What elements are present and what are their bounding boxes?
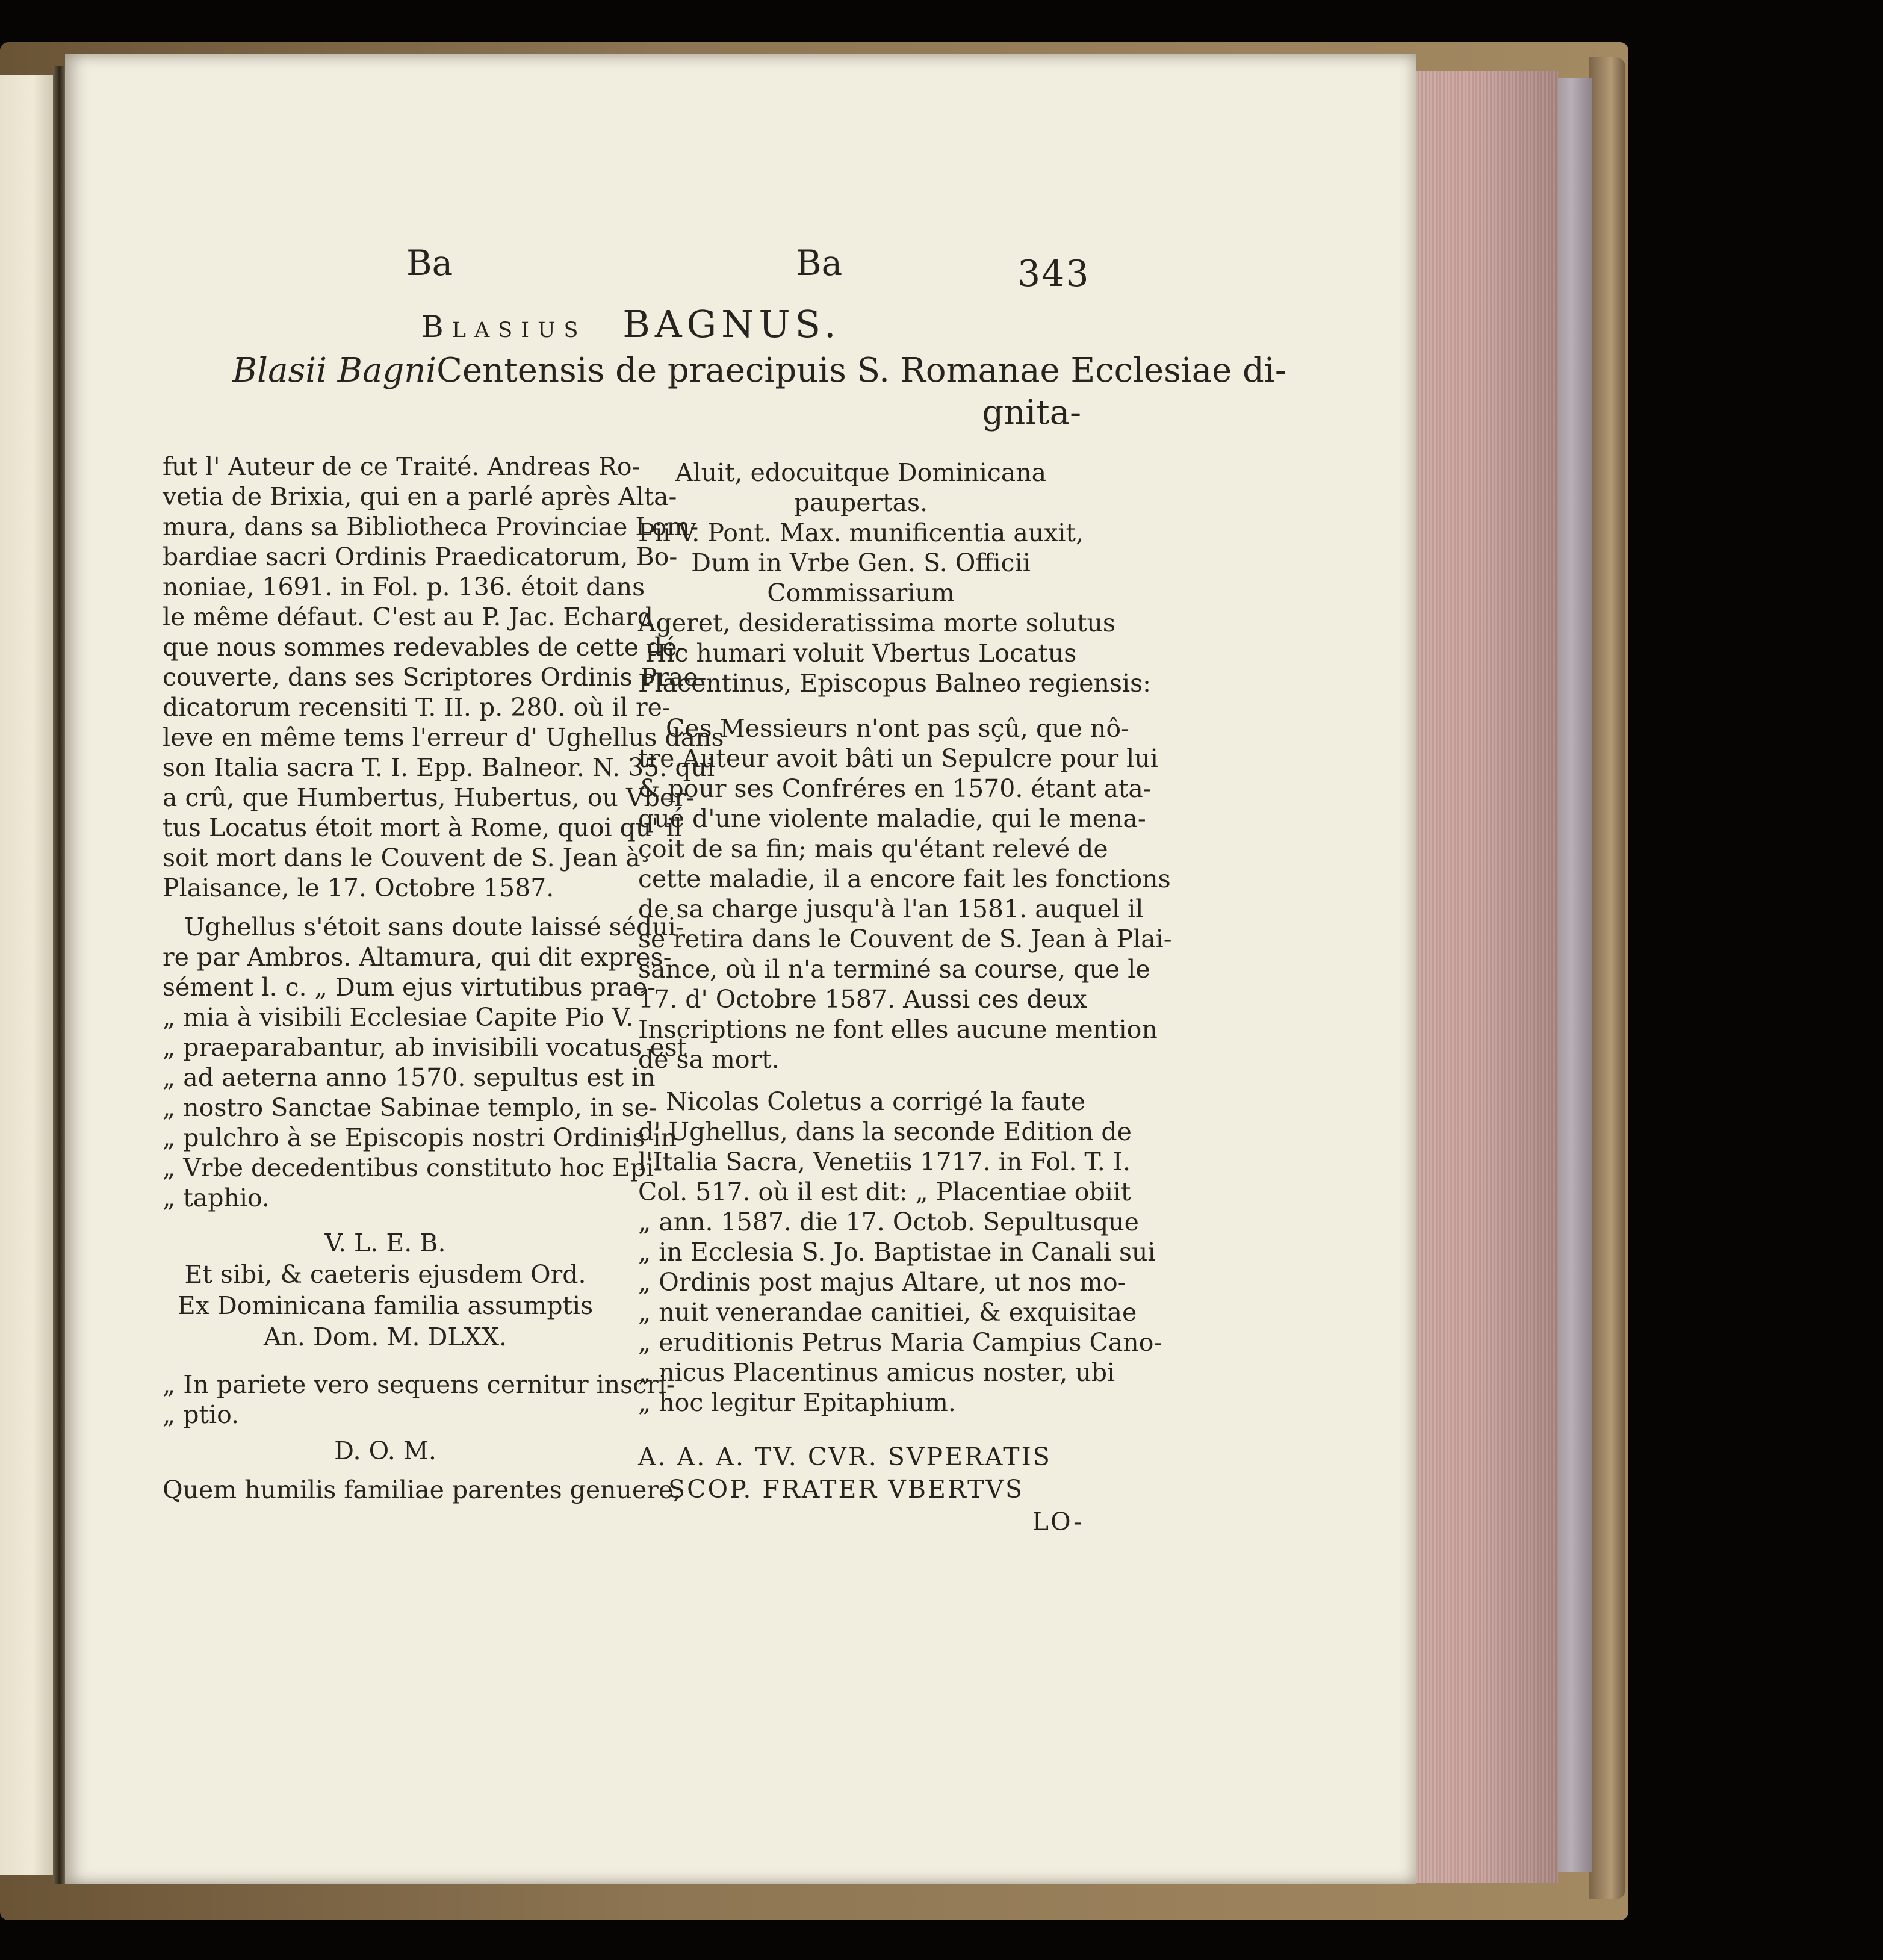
text-line: „ eruditionis Petrus Maria Campius Cano- [638, 1328, 1162, 1357]
inscription-line: Et sibi, & caeteris ejusdem Ord. [184, 1260, 586, 1289]
inscription-line: V. L. E. B. [324, 1229, 446, 1258]
text-line: se retira dans le Couvent de S. Jean à Plai- [638, 925, 1172, 954]
inscription-line: Placentinus, Episcopus Balneo regiensis: [638, 669, 1151, 698]
text-line: l'Italia Sacra, Venetiis 1717. in Fol. T. I. [638, 1147, 1131, 1176]
text-line: couverte, dans ses Scriptores Ordinis Prae- [163, 663, 707, 692]
text-line: qué d'une violente maladie, qui le mena- [638, 804, 1146, 833]
text-line: „ Vrbe decedentibus constituto hoc Epi- [163, 1153, 662, 1182]
text-line: d' Ughellus, dans la seconde Edition de [638, 1117, 1132, 1146]
inscription-3 [638, 1442, 1084, 1542]
text-line: „ hoc legitur Epitaphium. [638, 1388, 956, 1417]
text-line: tre Auteur avoit bâti un Sepulcre pour lui [638, 744, 1158, 773]
text-line: que nous sommes redevables de cette dé- [163, 633, 686, 662]
text-line: „ Ordinis post majus Altare, ut nos mo- [638, 1268, 1126, 1297]
book-gutter [53, 66, 66, 1884]
page-number: 343 [1017, 253, 1090, 295]
left-para-2 [163, 913, 687, 1216]
left-page-edge [0, 75, 54, 1875]
text-line: „ ptio. [163, 1400, 240, 1429]
text-line: a crû, que Humbertus, Hubertus, ou Vber- [163, 783, 695, 812]
inscription-line: Ageret, desideratissima morte solutus [638, 609, 1115, 637]
inscription-line: Pii V. Pont. Max. munificentia auxit, [638, 518, 1084, 547]
text-line: Ughellus s'étoit sans doute laissé sédui- [184, 913, 684, 941]
page-block-edges [1409, 71, 1558, 1883]
inscription-line: Hic humari voluit Vbertus Locatus [645, 639, 1077, 668]
text-line: sément l. c. „ Dum ejus virtutibus prae- [163, 973, 656, 1002]
left-para-3 [163, 1370, 675, 1433]
running-head-center: Ba [796, 243, 843, 284]
book-author: Blasii Bagni [232, 351, 437, 390]
text-line: „ ann. 1587. die 17. Octob. Sepultusque [638, 1208, 1139, 1236]
book-title-line-1 [232, 351, 1286, 390]
text-line: mura, dans sa Bibliotheca Provinciae Lom- [163, 512, 699, 541]
text-line: tus Locatus étoit mort à Rome, quoi qu' il [163, 813, 682, 842]
text-line: re par Ambros. Altamura, qui dit expres- [163, 943, 672, 972]
inscription-line: An. Dom. M. DLXX. [263, 1323, 507, 1351]
inscription-line: paupertas. [793, 488, 928, 517]
text-line: „ pulchro à se Episcopis nostri Ordinis in [163, 1123, 677, 1152]
left-last-line: Quem humilis familiae parentes genuere, [163, 1475, 681, 1504]
text-line: leve en même tems l'erreur d' Ughellus dans [163, 723, 724, 752]
text-line: vetia de Brixia, qui en a parlé après Alta- [163, 482, 677, 511]
text-line: Ces Messieurs n'ont pas sçû, que nô- [666, 714, 1129, 743]
inscription-1 [163, 1231, 608, 1356]
text-line: cette maladie, il a encore fait les fonctions [638, 864, 1171, 893]
text-line: dicatorum recensiti T. II. p. 280. où il re- [163, 693, 671, 722]
text-line: „ nostro Sanctae Sabinae templo, in se- [163, 1093, 657, 1122]
text-line: „ taphio. [163, 1183, 270, 1212]
entry-heading [421, 302, 841, 346]
text-line: noniae, 1691. in Fol. p. 136. étoit dans [163, 572, 645, 601]
running-head-left: Ba [406, 243, 453, 284]
right-para-5 [638, 1087, 1162, 1421]
text-line: Nicolas Coletus a corrigé la faute [666, 1087, 1085, 1116]
text-line: bardiae sacri Ordinis Praedicatorum, Bo- [163, 542, 678, 571]
text-line: Col. 517. où il est dit: „ Placentiae obiit [638, 1177, 1131, 1206]
inscription-line: Aluit, edocuitque Dominicana [675, 458, 1047, 487]
text-line: soit mort dans le Couvent de S. Jean à [163, 843, 641, 872]
text-line: „ mia à visibili Ecclesiae Capite Pio V. [163, 1003, 634, 1032]
text-line: sance, où il n'a terminé sa course, que le [638, 955, 1150, 984]
inscription-line: Ex Dominicana familia assumptis [177, 1291, 594, 1320]
text-line: Inscriptions ne font elles aucune mention [638, 1015, 1158, 1044]
text-line: „ ad aeterna anno 1570. sepultus est in [163, 1063, 656, 1092]
heading-first-name: Blasius [421, 309, 587, 344]
right-para-4 [638, 714, 1172, 1078]
text-line: „ In pariete vero sequens cernitur inscri- [163, 1370, 675, 1399]
text-line: „ praeparabantur, ab invisibili vocatus est [163, 1033, 687, 1062]
text-line: Plaisance, le 17. Octobre 1587. [163, 873, 554, 902]
text-line: le même défaut. C'est au P. Jac. Echard [163, 603, 653, 631]
inscription-line: A. A. A. TV. CVR. SVPERATIS [638, 1442, 1052, 1471]
text-line: & pour ses Confréres en 1570. étant ata- [638, 774, 1152, 803]
text-line: „ in Ecclesia S. Jo. Baptistae in Canali sui [638, 1238, 1156, 1267]
text-line: „ nicus Placentinus amicus noster, ubi [638, 1358, 1115, 1387]
left-para-1 [163, 452, 724, 906]
text-line: çoit de sa fin; mais qu'étant relevé de [638, 834, 1108, 863]
book-title: Centensis de praecipuis S. Romanae Ecclesiae di- [436, 351, 1286, 390]
text-line: 17. d' Octobre 1587. Aussi ces deux [638, 985, 1087, 1014]
inscription-line: Dum in Vrbe Gen. S. Officii [691, 548, 1031, 577]
inscription-line: Commissarium [767, 578, 955, 607]
inscription-line: SCOP. FRATER VBERTVS [668, 1475, 1025, 1504]
text-line: de sa mort. [638, 1045, 780, 1074]
book-title-line-2: gnita- [982, 393, 1081, 432]
inscription-2 [638, 458, 1151, 701]
text-line: son Italia sacra T. I. Epp. Balneor. N. 35. qui [163, 753, 715, 782]
cover-edge [1589, 57, 1625, 1899]
catchword: LO- [1032, 1507, 1084, 1536]
text-line: fut l' Auteur de ce Traité. Andreas Ro- [163, 452, 641, 481]
text-line: „ nuit venerandae canitiei, & exquisitae [638, 1298, 1137, 1327]
dom-heading: D. O. M. [334, 1436, 436, 1465]
heading-last-name: BAGNUS. [622, 302, 841, 346]
text-line: de sa charge jusqu'à l'an 1581. auquel il [638, 895, 1144, 923]
